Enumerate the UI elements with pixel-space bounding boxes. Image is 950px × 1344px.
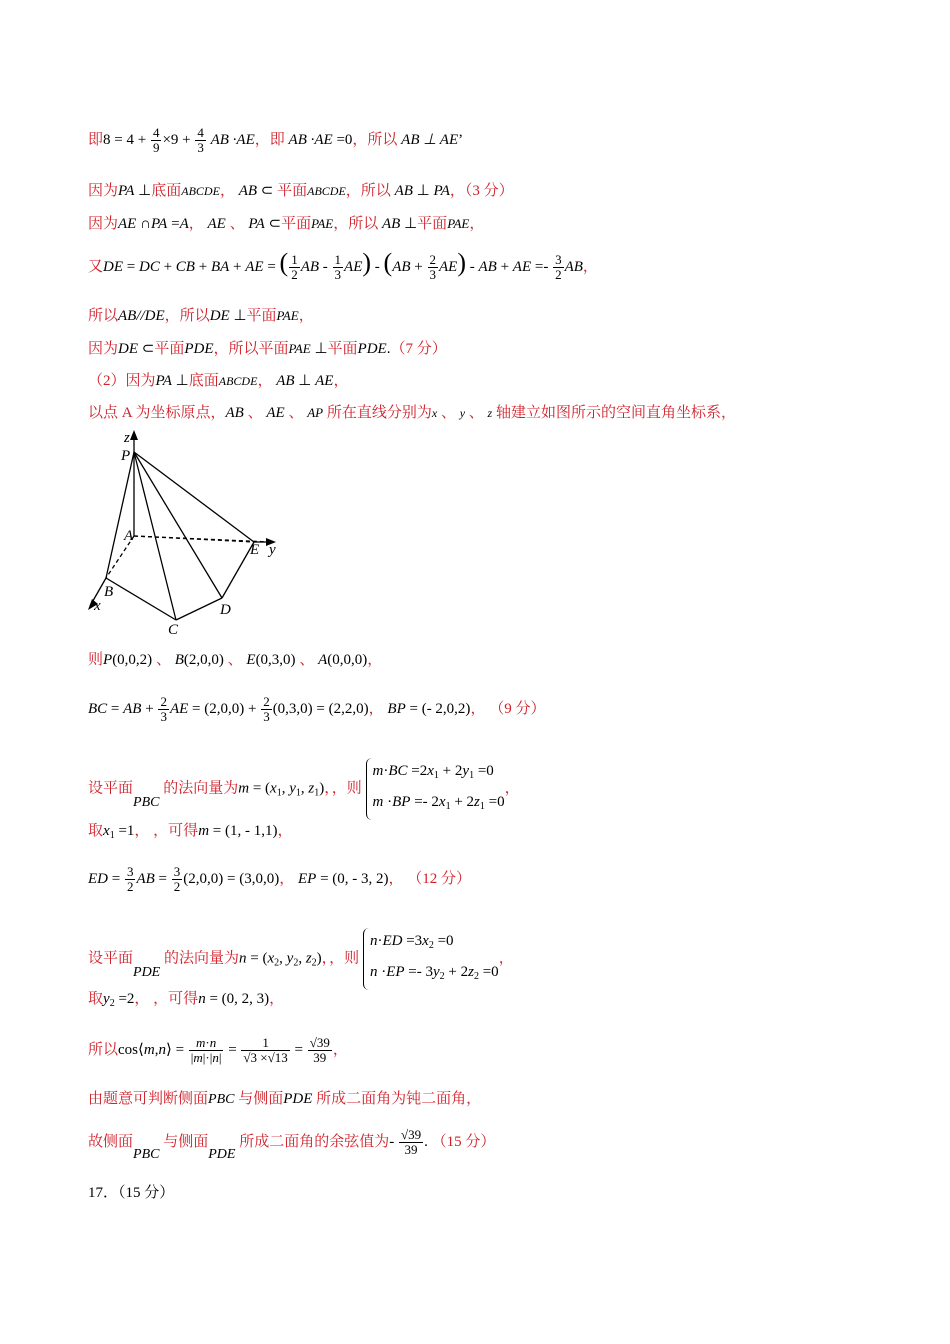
solution-line-4: 又DE = DC + CB + BA + AE = ( $\frac{1}{2}$ AB - $\frac{1}{3}$ AE) - (AB + $\frac{2}{3}$ AE) - AB + AE =- $\frac{3}{2}$ AB， [88, 248, 598, 283]
label-b: B [104, 584, 114, 600]
label-e: E [250, 542, 260, 558]
solution-line-1: 即8 = 4 + $\frac{4}{9}$ ×9 + $\frac{4}{3}$ AB ·AE，即 AB ·AE =0，所以 AB ⊥ AE’ [88, 125, 464, 155]
solution-line-3: 因为AE ∩PA =A， AE 、 PA ⊂平面PAE，所以 AB ⊥平面PAE， [88, 216, 485, 232]
solution-line-18: 故侧面PBC 与侧面PDE 所成二面角的余弦值为- $\frac{√39}{39}$ . （15 分） [88, 1127, 496, 1162]
solution-line-9: 则P(0,0,2) 、 B(2,0,0) 、 E(0,3,0) 、 A(0,0,0)， [88, 652, 383, 668]
problem-17-header: 17．（15 分） [88, 1185, 175, 1201]
equation-system-pde: $n\cdot ED =3x_2 =0$ $n \cdot EP =- 3y_2 + 2z_2 =0$ [363, 928, 499, 990]
label-y: y [269, 542, 276, 558]
label-c: C [168, 622, 179, 638]
z-arrow-icon [130, 430, 138, 440]
solution-line-16: 所以cos⟨m,n⟩ = $\frac{m\cdot n}{|m|\cdot|n|}$ = $\frac{1}{√3 \times√13}$ = $\frac{√39}{39}$ ， [88, 1035, 348, 1065]
solution-line-13: ED = $\frac{3}{2}$ AB = $\frac{3}{2}$ (2,0,0) = (3,0,0)， EP = (0, - 3, 2)， （12 分） [88, 864, 472, 894]
solution-line-2: 因为PA ⊥底面ABCDE， AB ⊂ 平面ABCDE，所以 AB ⊥ PA，（3 分） [88, 183, 514, 199]
solution-line-7: （2）因为PA ⊥底面ABCDE， AB ⊥ AE， [88, 373, 349, 389]
label-z: z [124, 430, 130, 446]
label-d: D [220, 602, 231, 618]
solution-line-6: 因为DE ⊂平面PDE，所以平面PAE ⊥平面PDE.（7 分） [88, 341, 447, 357]
solution-line-12: 取$x_1 =1$， ，可得m = (1, - 1,1)， [88, 823, 293, 841]
equation-system-pbc: $m\cdot BC =2x_1 + 2y_1 =0$ $m \cdot BP =- 2x_1 + 2z_1 =0$ [366, 758, 505, 820]
solution-line-11: 设平面PBC 的法向量为$m = (x_1$, $y_1$, $z_1$)，，则 $m\cdot BC =2x_1 + 2y_1 =0$ $m \cdot BP =- 2x_1 + 2z_1 =0$， [88, 758, 520, 820]
solution-line-5: 所以AB//DE，所以DE ⊥平面PAE， [88, 308, 314, 324]
pyramid-diagram [84, 428, 294, 640]
label-a: A [124, 528, 134, 544]
solution-line-8: 以点 A 为坐标原点，AB 、 AE 、 AP 所在直线分别为x 、 y 、 z 轴建立如图所示的空间直角坐标系， [88, 405, 736, 421]
solution-line-14: 设平面PDE 的法向量为$n = (x_2$, $y_2$, $z_2$)，，则 $n\cdot ED =3x_2 =0$ $n \cdot EP =- 3y_2 + 2z_2 =0$， [88, 928, 514, 990]
solution-line-10: BC = AB + $\frac{2}{3}$ AE = (2,0,0) + $\frac{2}{3}$ (0,3,0) = (2,2,0)， BP = (- 2,0,2)， （9 分） [88, 694, 546, 724]
label-x: x [94, 598, 101, 614]
solution-line-15: 取$y_2 =2$， ，可得n = (0, 2, 3)， [88, 991, 285, 1009]
solution-line-17: 由题意可判断侧面PBC 与侧面PDE 所成二面角为钝二面角， [88, 1091, 482, 1107]
label-p: P [121, 448, 131, 464]
